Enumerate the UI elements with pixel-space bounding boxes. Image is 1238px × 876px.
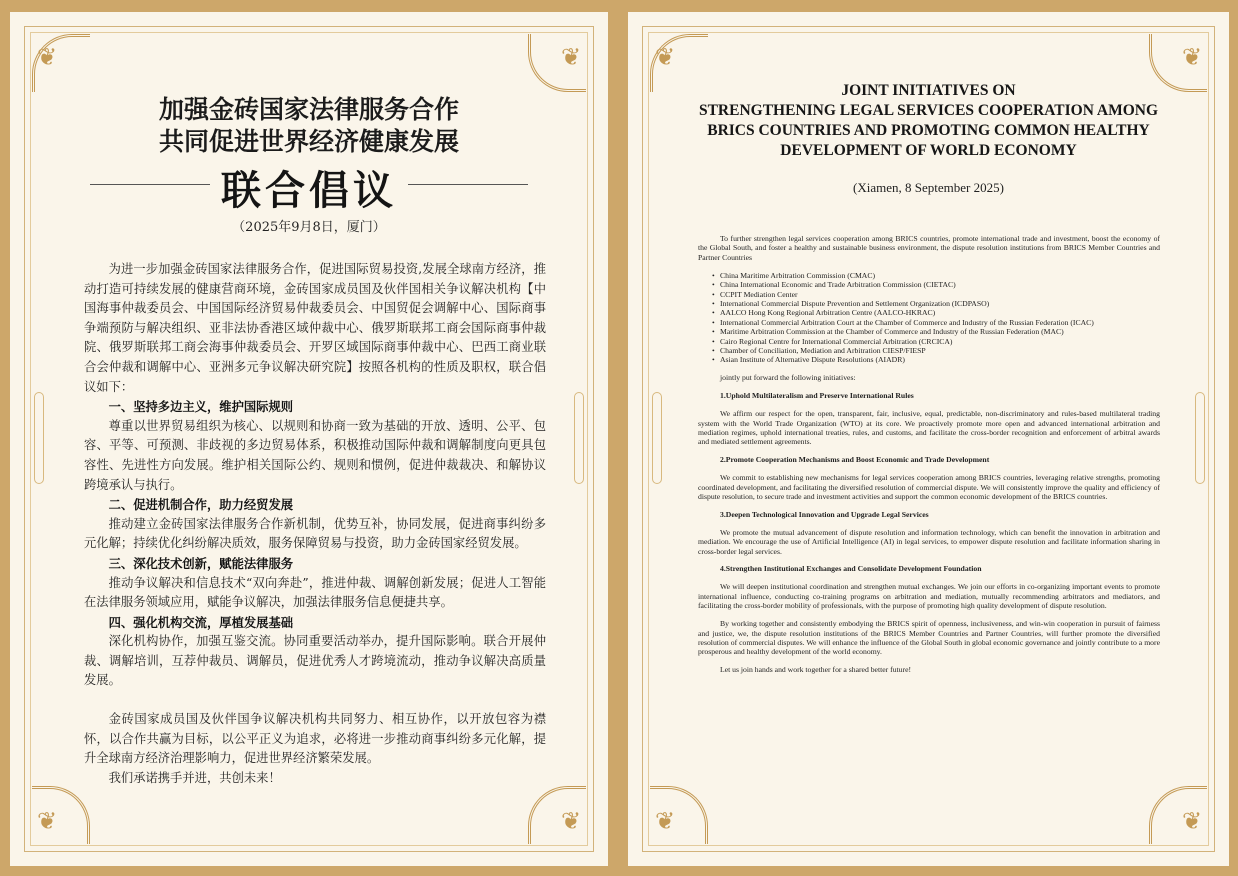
zh-title-line2: 共同促进世界经济健康发展 xyxy=(158,127,459,156)
english-document-page xyxy=(628,12,1229,866)
side-ornament-icon xyxy=(1195,392,1205,484)
flourish-icon: ❦ xyxy=(36,807,58,835)
list-item: • China Maritime Arbitration Commission (CMAC) xyxy=(698,271,1160,280)
list-item: • China International Economic and Trade Arbitration Commission (CIETAC) xyxy=(698,280,1160,289)
list-item: • International Commercial Arbitration Court at the Chamber of Commerce and Industry of the Russian Federation (ICAC) xyxy=(698,318,1160,327)
en-date: (Xiamen, 8 September 2025) xyxy=(853,180,1004,195)
zh-section-text: 推动建立金砖国家法律服务合作新机制，优势互补，协同发展，促进商事纠纷多元化解；持续优化纠纷解决质效，服务保障贸易与投资，助力金砖国家经贸发展。 xyxy=(84,516,546,551)
flourish-icon: ❦ xyxy=(654,807,676,835)
zh-final: 我们承诺携手并进，共创未来！ xyxy=(108,770,281,785)
en-title xyxy=(628,81,1229,161)
en-closing: By working together and consistently embodying the BRICS spirit of openness, inclusiveness, and win-win cooperation in pursuit of fairness and justice, we, the dispute resolution institutions of the BRICS Member Countries and Partner Countries, will further promote the diversified resolution of commercial disputes. We will enhance the influence of the Global South in global economic governance and jointly contribute to a more prosperous and healthy development of the world economy. xyxy=(698,619,1160,657)
zh-section-text: 深化机构协作，加强互鉴交流。协同重要活动举办，提升国际影响。联合开展仲裁、调解培训，互荐仲裁员、调解员，促进优秀人才跨境流动，推动争议解决高质量发展。 xyxy=(84,634,546,688)
en-section-heading: 3.Deepen Technological Innovation and Upgrade Legal Services xyxy=(720,509,929,519)
zh-section-heading: 二、促进机制合作，助力经贸发展 xyxy=(108,497,294,513)
zh-heading: 联合倡议 xyxy=(221,168,397,214)
institution-list xyxy=(698,271,1160,365)
list-item: • AALCO Hong Kong Regional Arbitration Centre (AALCO-HKRAC) xyxy=(698,308,1160,317)
zh-title-line1: 加强金砖国家法律服务合作 xyxy=(158,95,459,124)
zh-section-text: 尊重以世界贸易组织为核心、以规则和协商一致为基础的开放、透明、公平、包容、平等、可预测、非歧视的多边贸易体系，积极推动国际仲裁和调解制度向更具包容性、先进性方向发展。维护相关国际公约、规则和惯例，促进仲裁裁决、和解协议跨境承认与执行。 xyxy=(84,418,546,492)
en-section-heading: 4.Strengthen Institutional Exchanges and Consolidate Development Foundation xyxy=(720,564,982,574)
flourish-icon: ❦ xyxy=(560,807,582,835)
side-ornament-icon xyxy=(574,392,584,484)
en-section-text: We will deepen institutional coordination and strengthen mutual exchanges. We join our efforts in co-organizing important events to promote international influence, conducting co-training programs on arbitration and mediation, mutually recommending arbitrators and mediators, and facilitating the cross-border mobility of professionals, with the purpose of promoting high quality development of dispute resolution. xyxy=(698,582,1160,611)
zh-date: （2025年9月8日，厦门） xyxy=(232,220,386,235)
flourish-icon: ❦ xyxy=(654,43,676,71)
en-section-text: We promote the mutual advancement of dispute resolution and information technology, which can benefit the innovation in arbitration and mediation. We encourage the use of Artificial Intelligence (AI) in legal services, to empower dispute resolution and facilitate information sharing in cross-border legal services. xyxy=(698,527,1160,556)
zh-section-heading: 一、坚持多边主义，维护国际规则 xyxy=(108,399,294,415)
side-ornament-icon xyxy=(34,392,44,484)
en-jointly: jointly put forward the following initiatives: xyxy=(720,373,856,383)
flourish-icon: ❦ xyxy=(560,43,582,71)
zh-section-heading: 四、强化机构交流，厚植发展基础 xyxy=(108,614,294,630)
en-title-line: JOINT INITIATIVES ON xyxy=(841,82,1016,99)
flourish-icon: ❦ xyxy=(1181,43,1203,71)
en-final: Let us join hands and work together for a shared better future! xyxy=(720,665,912,675)
list-item: • Chamber of Conciliation, Mediation and Arbitration CIESP/FIESP xyxy=(698,346,1160,355)
side-ornament-icon xyxy=(652,392,662,484)
en-section-text: We affirm our respect for the open, transparent, fair, inclusive, equal, predictable, non-discriminatory and rules-based multilateral trading system with the World Trade Organization (WTO) at its core. We proactively promote more open and advanced international arbitration and mediation regimes, uphold international treaties, rules, and customs, and facilitate the cross-border recognition and enforcement of arbitral awards and mediated settlement agreements. xyxy=(698,409,1160,447)
zh-closing: 金砖国家成员国及伙伴国争议解决机构共同努力、相互协作，以开放包容为襟怀，以合作共赢为目标，以公平正义为追求，必将进一步推动商事纠纷多元化解，提升全球南方经济治理影响力，促进世界经济繁荣发展。 xyxy=(84,712,546,766)
en-intro: To further strengthen legal services cooperation among BRICS countries, promote international trade and investment, boost the economy of the Global South, and foster a healthy and sustainable business environment, the dispute resolution institutions from BRICS Member Countries and Partner Countries xyxy=(698,234,1160,262)
list-item: • Maritime Arbitration Commission at the Chamber of Commerce and Industry of the Russian Federation (MAC) xyxy=(698,327,1160,336)
zh-section-text: 推动争议解决和信息技术“双向奔赴”，推进仲裁、调解创新发展；促进人工智能在法律服务领域应用，赋能争议解决，加强法律服务信息便捷共享。 xyxy=(84,575,546,610)
zh-section-heading: 三、深化技术创新，赋能法律服务 xyxy=(108,555,294,571)
en-body xyxy=(698,234,1160,675)
list-item: • International Commercial Dispute Prevention and Settlement Organization (ICDPASO) xyxy=(698,299,1160,308)
en-title-line: STRENGTHENING LEGAL SERVICES COOPERATION AMONG xyxy=(698,102,1159,119)
list-item: • Cairo Regional Centre for International Commercial Arbitration (CRCICA) xyxy=(698,337,1160,346)
list-item: • Asian Institute of Alternative Dispute Resolutions (AIADR) xyxy=(698,355,1160,364)
list-item: • CCPIT Mediation Center xyxy=(698,290,1160,299)
zh-body xyxy=(84,260,546,788)
zh-intro: 为进一步加强金砖国家法律服务合作，促进国际贸易投资,发展全球南方经济，推动打造可持续发展的健康营商环境，金砖国家成员国及伙伴国相关争议解决机构【中国海事仲裁委员会、中国国际经济贸易仲裁委员会、中国贸促会调解中心、国际商事争端预防与解决组织、亚非法协香港区域仲裁中心、俄罗斯联邦工商会国际商事仲裁院、俄罗斯联邦工商会海事仲裁委员会、开罗区域国际商事仲裁中心、巴西工商业联合会仲裁和调解中心、亚洲多元争议解决研究院】按照各机构的性质及职权，联合倡议如下： xyxy=(84,262,546,394)
en-title-line: BRICS COUNTRIES AND PROMOTING COMMON HEALTHY xyxy=(707,122,1150,139)
en-title-line: DEVELOPMENT OF WORLD ECONOMY xyxy=(780,142,1077,159)
en-section-heading: 1.Uphold Multilateralism and Preserve International Rules xyxy=(720,391,914,401)
en-section-text: We commit to establishing new mechanisms for legal services cooperation among BRICS countries, leveraging relative strengths, promoting coordinated development, and facilitating the diversified resolution of commercial dispute. We will consistently improve the quality and efficiency of dispute resolution, to secure trade and investment activities and support the common economic development of the BRICS countries. xyxy=(698,473,1160,501)
chinese-document-page xyxy=(10,12,608,866)
en-section-heading: 2.Promote Cooperation Mechanisms and Boost Economic and Trade Development xyxy=(720,455,990,465)
flourish-icon: ❦ xyxy=(36,43,58,71)
flourish-icon: ❦ xyxy=(1181,807,1203,835)
